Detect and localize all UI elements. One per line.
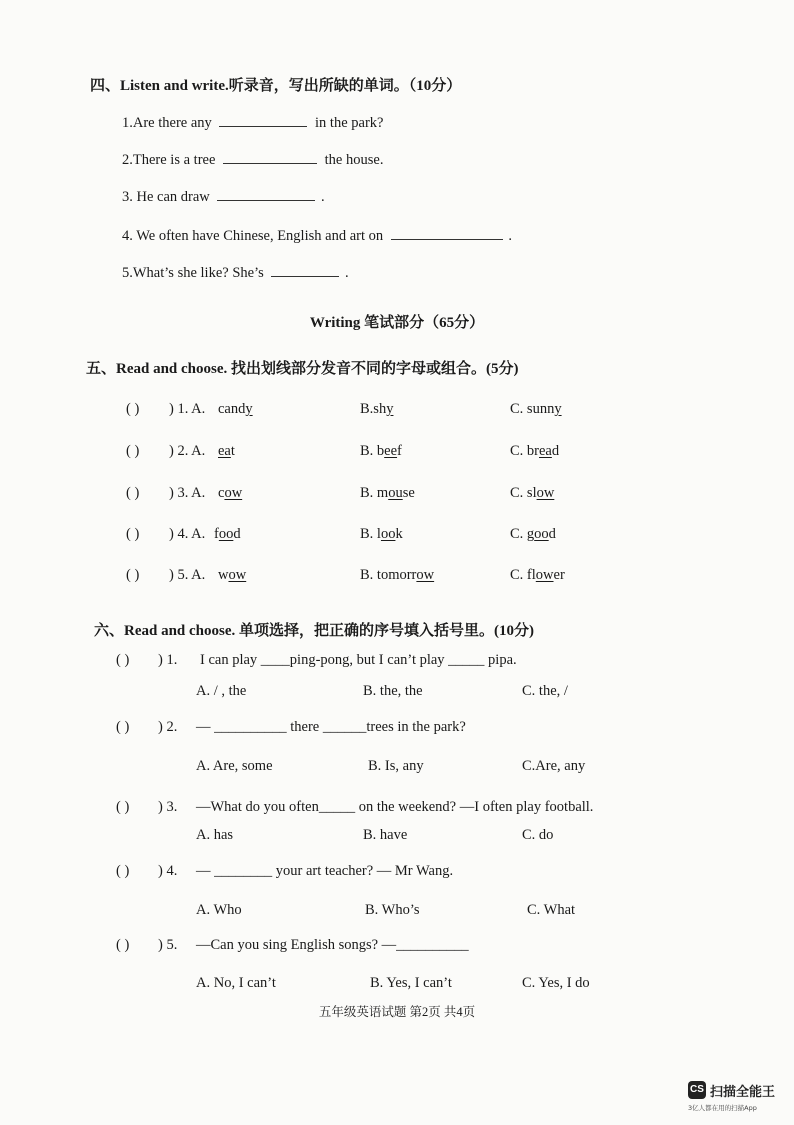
s5-option-b [360, 567, 434, 584]
s5-b-post: se [402, 485, 415, 501]
s5-option-a [218, 485, 242, 502]
s6-option-b: B. have [363, 827, 408, 843]
writing-title: Writing 笔试部分（65分） [309, 315, 485, 331]
s4-item-3-rest: . [321, 189, 325, 205]
s6-question: —Can you sing English songs? —__________ [196, 937, 469, 953]
s6-number: ) 5. [158, 937, 178, 953]
s6-question: — ________ your art teacher? — Mr Wang. [196, 863, 454, 879]
s6-number: ) 1. [158, 652, 178, 668]
s4-item-1-blank[interactable] [219, 112, 307, 127]
section-6-heading: 六、Read and choose. 单项选择，把正确的序号填入括号里。(10分) [94, 623, 535, 639]
s5-b-underlined: y [386, 401, 394, 417]
watermark-name: 扫描全能王 [710, 1085, 776, 1100]
s4-item-2-text: 2.There is a tree [122, 152, 216, 168]
s5-a-post: d [233, 526, 241, 542]
s4-item-5-blank[interactable] [271, 262, 339, 277]
s4-item-3 [122, 186, 325, 206]
cs-logo-icon: CS [688, 1081, 706, 1099]
s6-number: ) 4. [158, 863, 178, 879]
s5-number: ) 2. A. [169, 443, 206, 459]
s4-item-5 [122, 262, 349, 282]
s4-item-1 [122, 112, 383, 132]
s5-b-post: k [395, 526, 403, 542]
s5-option-b [360, 401, 393, 418]
s4-item-5-rest: . [345, 265, 349, 281]
s4-item-4-text: 4. We often have Chinese, English and art on [122, 228, 384, 244]
s4-item-3-text: 3. He can draw [122, 189, 210, 205]
s5-b-underlined: ow [416, 567, 435, 583]
s6-answer-paren[interactable]: ( ) [116, 937, 130, 953]
s4-item-3-blank[interactable] [217, 186, 315, 201]
s5-a-underlined: oo [218, 526, 234, 542]
s5-option-a [218, 567, 246, 584]
s5-b-underlined: oo [380, 526, 396, 542]
s6-option-b: B. Who’s [365, 902, 420, 918]
s5-a-underlined: ow [228, 567, 247, 583]
s4-item-2-blank[interactable] [223, 149, 317, 164]
s6-answer-paren[interactable]: ( ) [116, 652, 130, 668]
s6-option-a: A. Who [196, 902, 242, 918]
s5-b-pre: B. b [360, 443, 385, 459]
s5-a-underlined: ow [224, 485, 243, 501]
s6-option-b: B. Is, any [368, 758, 424, 774]
s5-number: ) 1. A. [169, 401, 206, 417]
section-5-heading: 五、Read and choose. 找出划线部分发音不同的字母或组合。(5分) [86, 361, 519, 377]
s4-item-1-rest: in the park? [315, 115, 384, 131]
s5-number: ) 3. A. [169, 485, 206, 501]
s6-answer-paren[interactable]: ( ) [116, 863, 130, 879]
s5-b-post: f [397, 443, 402, 459]
s6-option-b: B. the, the [363, 683, 423, 699]
s5-option-b [360, 485, 415, 502]
s5-option-b [360, 443, 402, 460]
s5-a-underlined: y [245, 401, 253, 417]
s6-question: I can play ____ping-pong, but I can’t play _____ pipa. [200, 652, 517, 668]
s4-item-1-text: 1.Are there any [122, 115, 212, 131]
s5-b-pre: B. tomorr [360, 567, 417, 583]
s5-c-post: d [551, 443, 560, 459]
s4-item-5-text: 5.What’s she like? She’s [122, 265, 264, 281]
s5-c-pre: C. sl [510, 485, 537, 501]
s5-b-pre: B. l [360, 526, 381, 542]
s6-question: —What do you often_____ on the weekend? —I often play football. [196, 799, 594, 815]
s4-item-4-blank[interactable] [391, 225, 503, 240]
s5-a-pre: w [218, 567, 229, 583]
s6-number: ) 2. [158, 719, 178, 735]
s5-option-c [510, 485, 554, 502]
watermark-tagline: 3亿人都在用的扫描App [688, 1104, 757, 1112]
s4-item-4 [122, 225, 512, 245]
s5-c-pre: C. fl [510, 567, 536, 583]
s5-option-c [510, 526, 556, 543]
section-4-heading: 四、Listen and write.听录音，写出所缺的单词。（10分） [90, 78, 462, 94]
s5-answer-paren[interactable]: ( ) [126, 485, 140, 501]
s6-answer-paren[interactable]: ( ) [116, 799, 130, 815]
s6-option-c: C. What [527, 902, 576, 918]
s4-item-2-rest: the house. [324, 152, 384, 168]
s6-number: ) 3. [158, 799, 178, 815]
s5-c-underlined: y [554, 401, 562, 417]
s6-option-a: A. / , the [196, 683, 247, 699]
page-footer: 五年级英语试题 第2页 共4页 [318, 1005, 476, 1019]
s4-item-4-rest: . [508, 228, 512, 244]
s5-b-pre: B.sh [360, 401, 387, 417]
s6-option-a: A. has [196, 827, 234, 843]
s5-option-b [360, 526, 403, 543]
s5-c-pre: C. br [510, 443, 539, 459]
s5-option-a [218, 401, 253, 418]
s5-a-pre: cand [218, 401, 246, 417]
s5-answer-paren[interactable]: ( ) [126, 401, 140, 417]
s5-option-a [214, 526, 241, 543]
s5-option-c [510, 443, 559, 460]
s5-a-pre: f [214, 526, 219, 542]
s5-answer-paren[interactable]: ( ) [126, 443, 140, 459]
s6-option-a: A. Are, some [196, 758, 273, 774]
s5-option-a [218, 443, 235, 460]
s5-a-underlined: ea [218, 443, 231, 459]
s4-item-2 [122, 149, 383, 169]
s6-option-b: B. Yes, I can’t [370, 975, 452, 991]
s6-option-c: C. the, / [522, 683, 568, 699]
s5-a-post: t [230, 443, 235, 459]
s5-c-underlined: ow [535, 567, 554, 583]
s5-b-pre: B. m [360, 485, 389, 501]
s5-number: ) 4. A. [169, 526, 206, 542]
s6-option-c: C. do [522, 827, 554, 843]
s5-c-underlined: ow [536, 485, 555, 501]
s5-option-c [510, 401, 562, 418]
s5-c-underlined: ea [539, 443, 552, 459]
s5-c-pre: C. sunn [510, 401, 555, 417]
scanner-watermark [688, 1081, 788, 1115]
s5-c-post: er [553, 567, 565, 583]
s6-option-c: C. Yes, I do [522, 975, 590, 991]
s5-answer-paren[interactable]: ( ) [126, 526, 140, 542]
s5-answer-paren[interactable]: ( ) [126, 567, 140, 583]
s5-number: ) 5. A. [169, 567, 206, 583]
s5-c-pre: C. g [510, 526, 535, 542]
s5-c-underlined: oo [534, 526, 549, 542]
s6-option-c: C.Are, any [522, 758, 586, 774]
s5-c-post: d [548, 526, 556, 542]
s6-option-a: A. No, I can’t [196, 975, 276, 991]
s6-answer-paren[interactable]: ( ) [116, 719, 130, 735]
s5-b-underlined: ee [384, 443, 398, 459]
s6-question: — __________ there ______trees in the park? [196, 719, 466, 735]
s5-a-pre: c [218, 485, 225, 501]
s5-b-underlined: ou [388, 485, 403, 501]
s5-option-c [510, 567, 565, 584]
